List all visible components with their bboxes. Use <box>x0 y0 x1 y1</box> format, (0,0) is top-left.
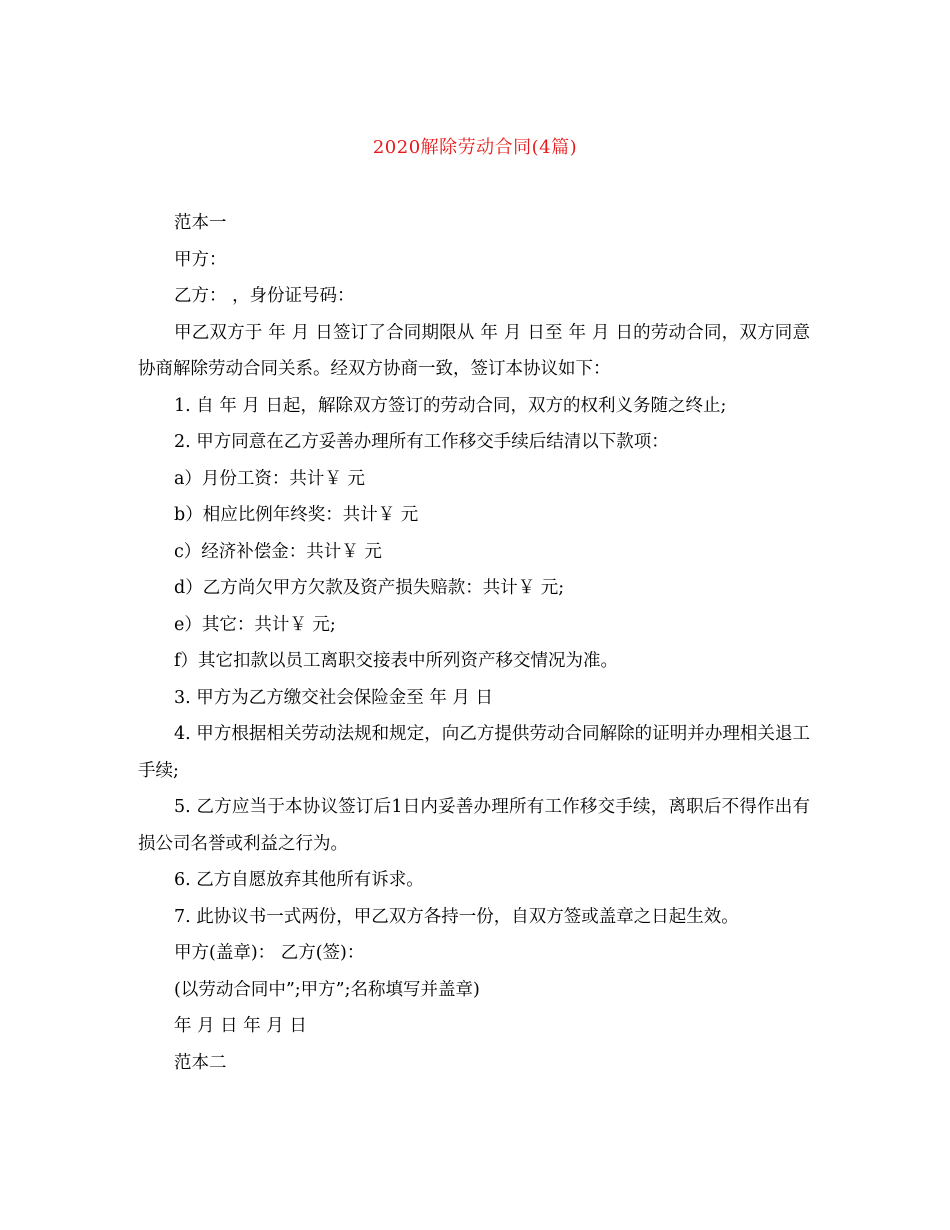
item-e: e）其它：共计￥ 元; <box>174 614 336 635</box>
clause-6: 6. 乙方自愿放弃其他所有诉求。 <box>174 870 424 890</box>
clause-5: 5. 乙方应当于本协议签订后1日内妥善办理所有工作移交手续，离职后不得作出有损公司名誉或利益之行为。 <box>138 797 810 854</box>
sample-heading-1: 范本一 <box>174 213 227 233</box>
clause-4: 4. 甲方根据相关劳动法规和规定，向乙方提供劳动合同解除的证明并办理相关退工手续; <box>138 724 810 781</box>
item-d: d）乙方尚欠甲方欠款及资产损失赔款：共计￥ 元; <box>174 578 565 598</box>
item-a: a）月份工资：共计￥ 元 <box>174 468 365 489</box>
item-b: b）相应比例年终奖：共计￥ 元 <box>174 505 419 525</box>
signature-line: 甲方(盖章)： 乙方(签)： <box>174 943 365 963</box>
intro-paragraph: 甲乙双方于 年 月 日签订了合同期限从 年 月 日至 年 月 日的劳动合同，双方同意协商解除劳动合同关系。经双方协商一致，签订本协议如下： <box>138 322 810 379</box>
document-title: 2020解除劳动合同(4篇) <box>372 137 578 158</box>
sample-heading-2: 范本二 <box>174 1052 227 1073</box>
seal-note: (以劳动合同中”;甲方”;名称填写并盖章) <box>174 979 480 1000</box>
document-body <box>138 205 810 1081</box>
date-line: 年 月 日 年 月 日 <box>174 1016 307 1036</box>
clause-1: 1. 自 年 月 日起，解除双方签订的劳动合同，双方的权利义务随之终止; <box>174 395 727 416</box>
clause-3: 3. 甲方为乙方缴交社会保险金至 年 月 日 <box>174 687 493 708</box>
party-b-line: 乙方： ，身份证号码： <box>174 286 355 306</box>
item-c: c）经济补偿金：共计￥ 元 <box>174 541 382 562</box>
clause-2: 2. 甲方同意在乙方妥善办理所有工作移交手续后结清以下款项： <box>174 432 669 452</box>
party-a-line: 甲方： <box>174 249 227 270</box>
clause-7: 7. 此协议书一式两份，甲乙双方各持一份，自双方签或盖章之日起生效。 <box>174 906 739 927</box>
item-f: f）其它扣款以员工离职交接表中所列资产移交情况为准。 <box>174 651 618 671</box>
